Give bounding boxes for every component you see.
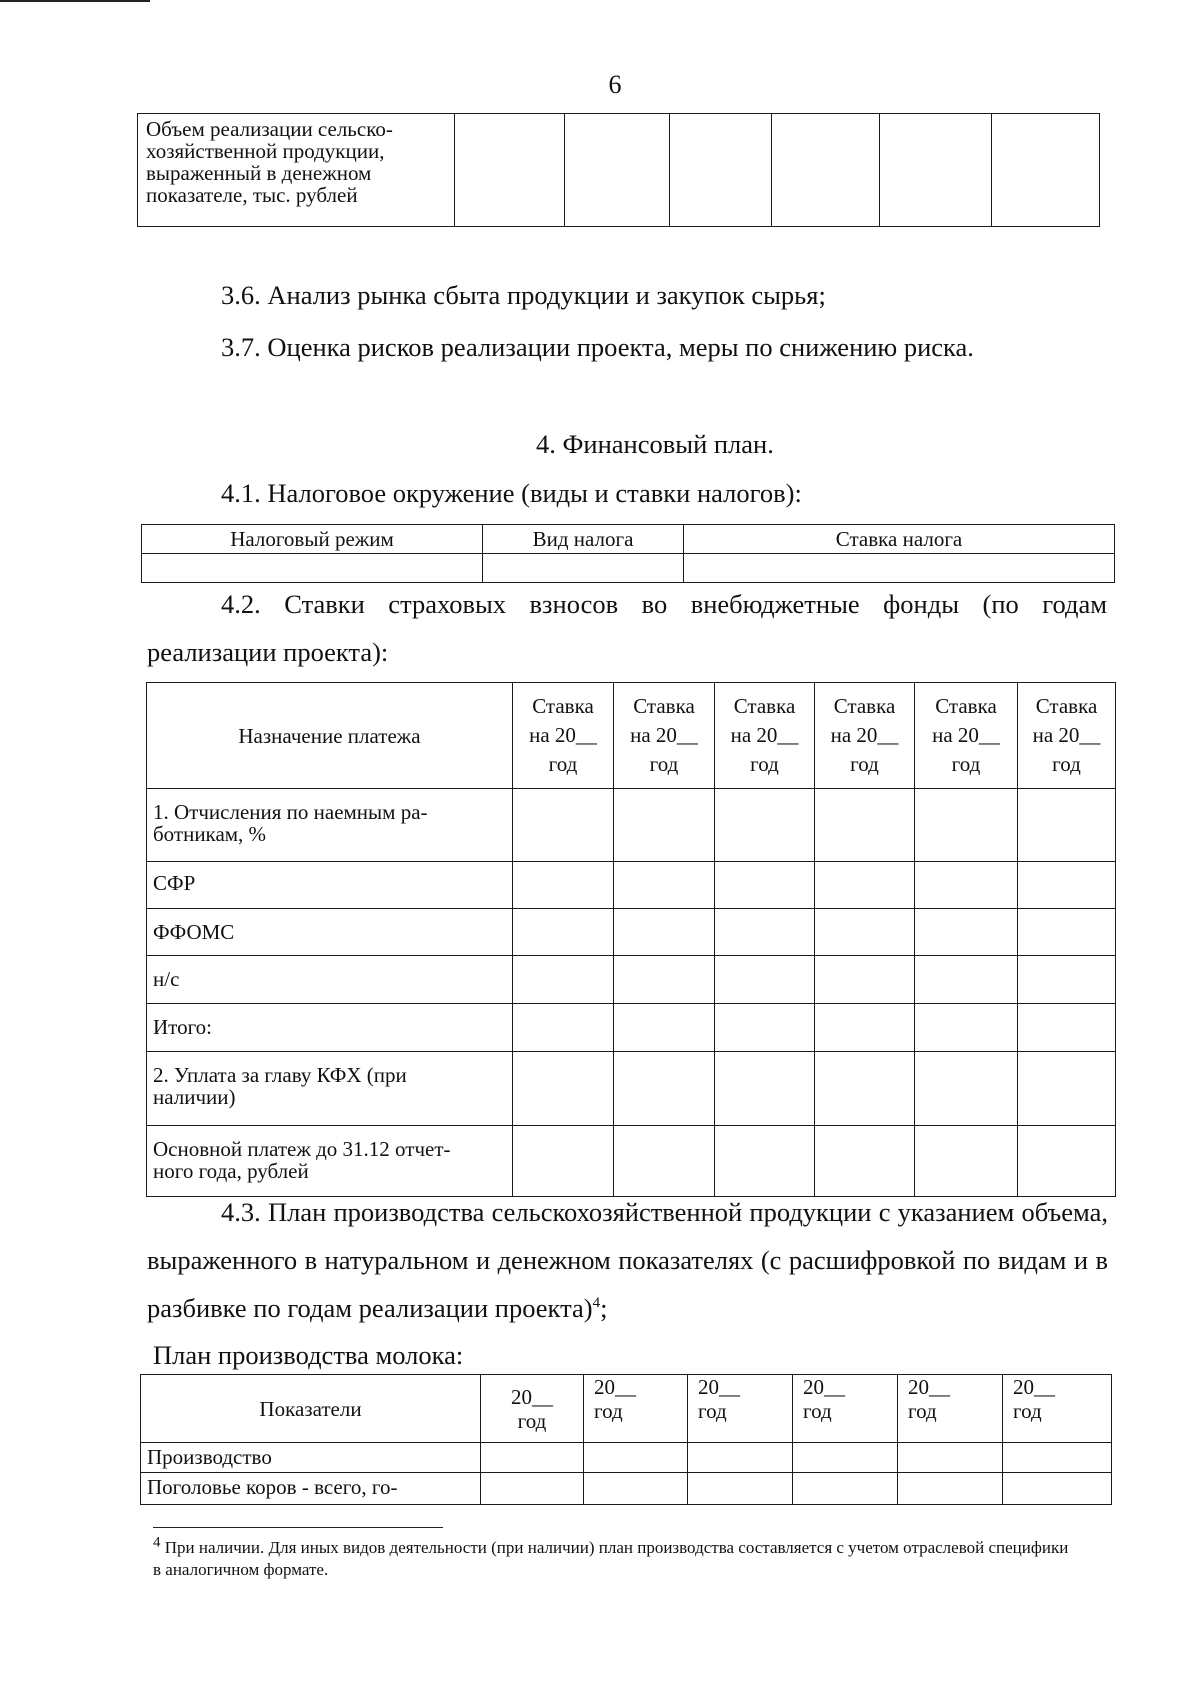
footnote bbox=[153, 1534, 1073, 1581]
tax-header-rate: Ставка налога bbox=[684, 525, 1115, 554]
header-rate-year: Ставка на 20__ год bbox=[715, 683, 815, 789]
row-label-employees: 1. Отчисления по наемным ра- ботникам, % bbox=[147, 789, 513, 862]
header-year: 20__ год bbox=[584, 1375, 688, 1443]
header-year: 20__ год bbox=[688, 1375, 793, 1443]
header-year: 20__ год bbox=[1003, 1375, 1112, 1443]
header-rate-year: Ставка на 20__ год bbox=[915, 683, 1018, 789]
row-label-total: Итого: bbox=[147, 1004, 513, 1052]
table-cell bbox=[455, 114, 565, 227]
insurance-rates-table bbox=[146, 682, 1116, 1197]
table-cell bbox=[483, 554, 684, 583]
table-cell bbox=[670, 114, 772, 227]
header-rate-year: Ставка на 20__ год bbox=[815, 683, 915, 789]
row-label-production: Производство bbox=[141, 1443, 481, 1473]
section-3-7: 3.7. Оценка рисков реализации проекта, меры по снижению риска. bbox=[221, 332, 974, 362]
footnote-mark: 4 bbox=[153, 1534, 161, 1551]
table-cell bbox=[565, 114, 670, 227]
section-4-3 bbox=[147, 1188, 1108, 1332]
header-payment-purpose: Назначение платежа bbox=[147, 683, 513, 789]
header-year: 20__ год bbox=[481, 1375, 584, 1443]
tax-header-type: Вид налога bbox=[483, 525, 684, 554]
sales-volume-label: Объем реализации сельско- хозяйственной продукции, выраженный в денежном показателе, тыс. рублей bbox=[138, 114, 455, 227]
section-4-3-text: 4.3. План производства сельскохозяйственной продукции с указанием объема, выраженного в натуральном и денежном показателях (с расшифровкой по видам и в разбивке по годам реализации проекта) bbox=[147, 1197, 1108, 1323]
row-label-kfh-head: 2. Уплата за главу КФХ (при наличии) bbox=[147, 1052, 513, 1126]
header-indicators: Показатели bbox=[141, 1375, 481, 1443]
milk-plan-table bbox=[140, 1374, 1112, 1505]
row-label-ffoms: ФФОМС bbox=[147, 909, 513, 956]
milk-plan-title: План производства молока: bbox=[153, 1340, 464, 1370]
scan-edge-line bbox=[0, 0, 150, 2]
header-rate-year: Ставка на 20__ год bbox=[1018, 683, 1116, 789]
header-rate-year: Ставка на 20__ год bbox=[513, 683, 614, 789]
section-3-6: 3.6. Анализ рынка сбыта продукции и закупок сырья; bbox=[221, 280, 826, 310]
table-cell bbox=[684, 554, 1115, 583]
table-cell bbox=[992, 114, 1100, 227]
row-label-sfr: СФР bbox=[147, 862, 513, 909]
tax-table bbox=[141, 524, 1115, 583]
section-4-1: 4.1. Налоговое окружение (виды и ставки налогов): bbox=[221, 478, 802, 508]
section-4-heading: 4. Финансовый план. bbox=[536, 429, 774, 459]
row-label-cows: Поголовье коров - всего, го- bbox=[141, 1473, 481, 1505]
footnote-text: При наличии. Для иных видов деятельности (при наличии) план производства составляется с учетом отраслевой специфики в аналогичном формате. bbox=[153, 1538, 1069, 1579]
header-year: 20__ год bbox=[898, 1375, 1003, 1443]
table-cell bbox=[772, 114, 880, 227]
row-label-main-payment: Основной платеж до 31.12 отчет- ного года, рублей bbox=[147, 1126, 513, 1197]
table-cell bbox=[142, 554, 483, 583]
footnote-separator bbox=[153, 1527, 443, 1528]
sales-volume-table bbox=[137, 113, 1100, 227]
footnote-ref: 4 bbox=[592, 1295, 601, 1312]
section-4-3-end: ; bbox=[600, 1293, 608, 1323]
header-year: 20__ год bbox=[793, 1375, 898, 1443]
table-cell bbox=[880, 114, 992, 227]
section-4-2: 4.2. Ставки страховых взносов во внебюджетные фонды (по годам реализации проекта): bbox=[147, 589, 1107, 667]
row-label-ns: н/с bbox=[147, 956, 513, 1004]
tax-header-regime: Налоговый режим bbox=[142, 525, 483, 554]
header-rate-year: Ставка на 20__ год bbox=[614, 683, 715, 789]
page-number: 6 bbox=[608, 70, 622, 99]
